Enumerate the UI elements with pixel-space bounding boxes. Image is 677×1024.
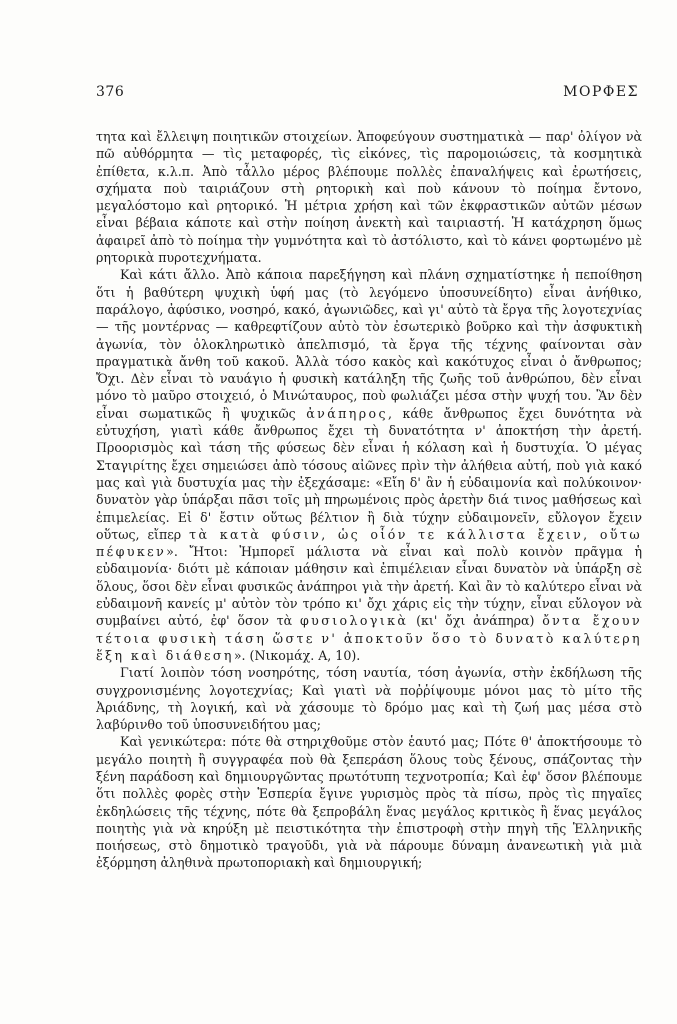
paragraph-2-text: ». Ἤτοι: Ἠμπορεῖ μάλιστα νὰ εἶναι καὶ πολὺ κοινὸν πρᾶγμα ἡ εὐδαιμονία· διότι μὲ κάποιαν μάθησιν καὶ ἐπιμέλειαν εἶναι δυνατὸν νὰ ὑπάρξη σὲ ὅλους, ὅσοι δὲν εἶναι φυσικῶς ἀνάπηροι γιὰ τὴν ἀρετή. Καὶ ἂν τὸ καλύτερο εἶναι νὰ εὐδαιμονῆ κανείς μ' αὐτὸν τὸν τρόπο κι' ὄχι χάρις εἰς τὴν τύχην, εἶναι εὔλογον νὰ συμβαίνει αὐτό, ἐφ' ὅσον τὰ (96, 544, 642, 629)
paragraph-3: Γιατί λοιπὸν τόση νοσηρότης, τόση ναυτία, τόση ἀγωνία, στὴν ἐκδήλωση τῆς συγχρονισμένης λογοτεχνίας; Καὶ γιατὶ νὰ ποῤῥίψουμε μόνοι μας τὸ μίτο τῆς Ἀριάδνης, τὴ λογική, καὶ νὰ χάσουμε τὸ δρόμο μας καὶ τὴ ζωή μας μέσα στὸ λαβύρινθο τοῦ ὑποσυνειδήτου μας; (96, 665, 642, 733)
paragraph-2 (96, 266, 642, 664)
running-title: ΜΟΡΦΕΣ (563, 84, 639, 100)
paragraph-2-text: Καὶ κάτι ἄλλο. Ἀπὸ κάποια παρεξήγηση καὶ πλάνη σχηματίστηκε ἡ πεποίθηση ὅτι ἡ βαθύτερη ψυχικὴ ὑφή μας (τὸ λεγόμενο ὑποσυνείδητο) εἶναι ἀνήθικο, παράλογο, ἀφύσικο, νοσηρό, κακό, ἀγωνιῶδες, καὶ γι' αὐτὸ τὰ ἔργα τῆς λογοτεχνίας — τῆς μοντέρνας — καθρεφτίζουν αὐτὸ τὸν ἐσωτερικὸ βοῦρκο καὶ τὴν ἀσφυκτικὴ ἀγωνία, τὸν ὁλοκληρωτικὸ ἀπελπισμό, τὰ ἔργα τῆς τέχνης φαίνονται σὰν πραγματικὰ ἄνθη τοῦ κακοῦ. Ἀλλὰ τόσο κακὸς καὶ κακότυχος εἶναι ὁ ἄνθρωπος; Ὄχι. Δὲν εἶναι τὸ ναυάγιο ἡ φυσικὴ κατάληξη τῆς ζωῆς τοῦ ἀνθρώπου, δὲν εἶναι μόνο τὸ μαῦρο στοιχειό, ὁ Μινώταυρος, ποὺ φωλιάζει μέσα στὴν ψυχή του. Ἂν δὲν εἶναι σωματικῶς ἢ ψυχικῶς (96, 267, 642, 421)
paragraph-2-text: , κάθε ἄνθρωπος ἔχει δυνότητα νὰ εὐτυχήση, γιατὶ κάθε ἄνθρωπος ἔχει τὴ δυνατότητα ν' ἀποκτήση τὴν ἀρετή. Προορισμὸς καὶ τάση τῆς φύσεως δὲν εἶναι ἡ κόλαση καὶ ἡ δυστυχία. Ὁ μέγας Σταγιρίτης ἔχει σημειώσει ἀπὸ τόσους αἰῶνες πρὶν τὴν ἀλήθεια αὐτή, ποὺ γιὰ κακό μας καὶ γιὰ δυστυχία μας τὴν ἐξεχάσαμε: «Εἴη δ' ἂν ἡ εὐδαιμονία καὶ πολύκοινον· δυνατὸν γὰρ ὑπάρξαι πᾶσι τοῖς μὴ πηρωμένοις πρὸς ἀρετὴν διά τινος μαθήσεως καὶ ἐπιμελείας. Εἰ δ' ἔστιν οὕτως βέλτιον ἢ διὰ τύχην εὐδαιμονεῖν, εὔλογον ἔχειν οὕτως, εἴπερ (96, 405, 642, 542)
emphasis-onta-echoun: ὄντα ἔχουν τέτοια φυσικὴ τάση ὥστε ν' ἀποκτοῦν ὅσο τὸ δυνατὸ καλύτερη ἕξη καὶ διάθεση (96, 613, 642, 663)
paragraph-1: τητα καὶ ἔλλειψη ποιητικῶν στοιχείων. Ἀποφεύγουν συστηματικὰ — παρ' ὀλίγον νὰ πῶ αὐθόρμητα — τὶς μεταφορές, τὶς εἰκόνες, τὶς παρομοιώσεις, τὰ κοσμητικὰ ἐπίθετα, κ.λ.π. Ἀπὸ τἆλλο μέρος βλέπουμε πολλὲς ἐπαναλήψεις καὶ ἐρωτήσεις, σχήματα ποὺ ταιριάζουν στὴ ρητορικὴ καὶ ποὺ κάνουν τὸ ποίημα ἔντονο, μεγαλόστομο καὶ ρητορικό. Ἡ μέτρια χρήση καὶ τῶν ἐκφραστικῶν αὐτῶν μέσων εἶναι βέβαια κάποτε καὶ στὴν ποίηση ἀνεκτὴ καὶ ταιριαστή. Ἡ κατάχρηση ὅμως ἀφαιρεῖ ἀπὸ τὸ ποίημα τὴν γυμνότητα καὶ τὸ ἀστόλιστο, καὶ τὸ κάνει φορτωμένο μὲ ρητορικὰ πυροτεχνήματα. (96, 129, 642, 266)
body-text (96, 128, 642, 872)
emphasis-quote-kata-physin: τὰ κατὰ φύσιν, ὡς οἷόν τε κάλλιστα ἔχειν, οὕτω πέφυκεν (96, 526, 642, 560)
paragraph-4: Καὶ γενικώτερα: πότε θὰ στηριχθοῦμε στὸν ἑαυτό μας; Πότε θ' ἀποκτήσουμε τὸ μεγάλο ποιητὴ ἢ συγγραφέα ποὺ θὰ ξεπεράση ὅλους τοὺς ξένους, σπάζοντας τὴν ξένη παράδοση καὶ δημιουργῶντας πρωτότυπη τεχνοτροπία; Καὶ ἐφ' ὅσον βλέπουμε ὅτι πολλὲς φορὲς στὴν Ἑσπερία ἔγινε γυρισμὸς πρὸς τὰ πίσω, πρὸς τὶς πηγαῖες ἐκδηλώσεις τῆς τέχνης, πότε θὰ ξεπροβάλη ἕνας μεγάλος κριτικὸς ἢ ἕνας μεγάλος ποιητὴς γιὰ νὰ κηρύξη μὲ πειστικότητα τὴν ἐπιστροφὴ στὴν πηγὴ τῆς Ἑλληνικῆς ποιήσεως, στὸ δημοτικὸ τραγοῦδι, γιὰ νὰ πάρουμε δύναμη ἀνανεωτικὴ γιὰ μιὰ ἐξόρμηση ἀληθινὰ πρωτοποριακὴ καὶ δημιουργική; (96, 734, 642, 871)
paragraph-2-text: (κι' ὄχι ἀνάπηρα) (408, 613, 543, 629)
emphasis-physiologika: φυσιολογικὰ (299, 613, 409, 629)
emphasis-anaperos: ἀνάπηρος (306, 405, 388, 421)
citation: ». (Νικομάχ. Α, 10). (233, 647, 361, 663)
running-header (96, 84, 639, 106)
page-number: 376 (96, 84, 125, 100)
